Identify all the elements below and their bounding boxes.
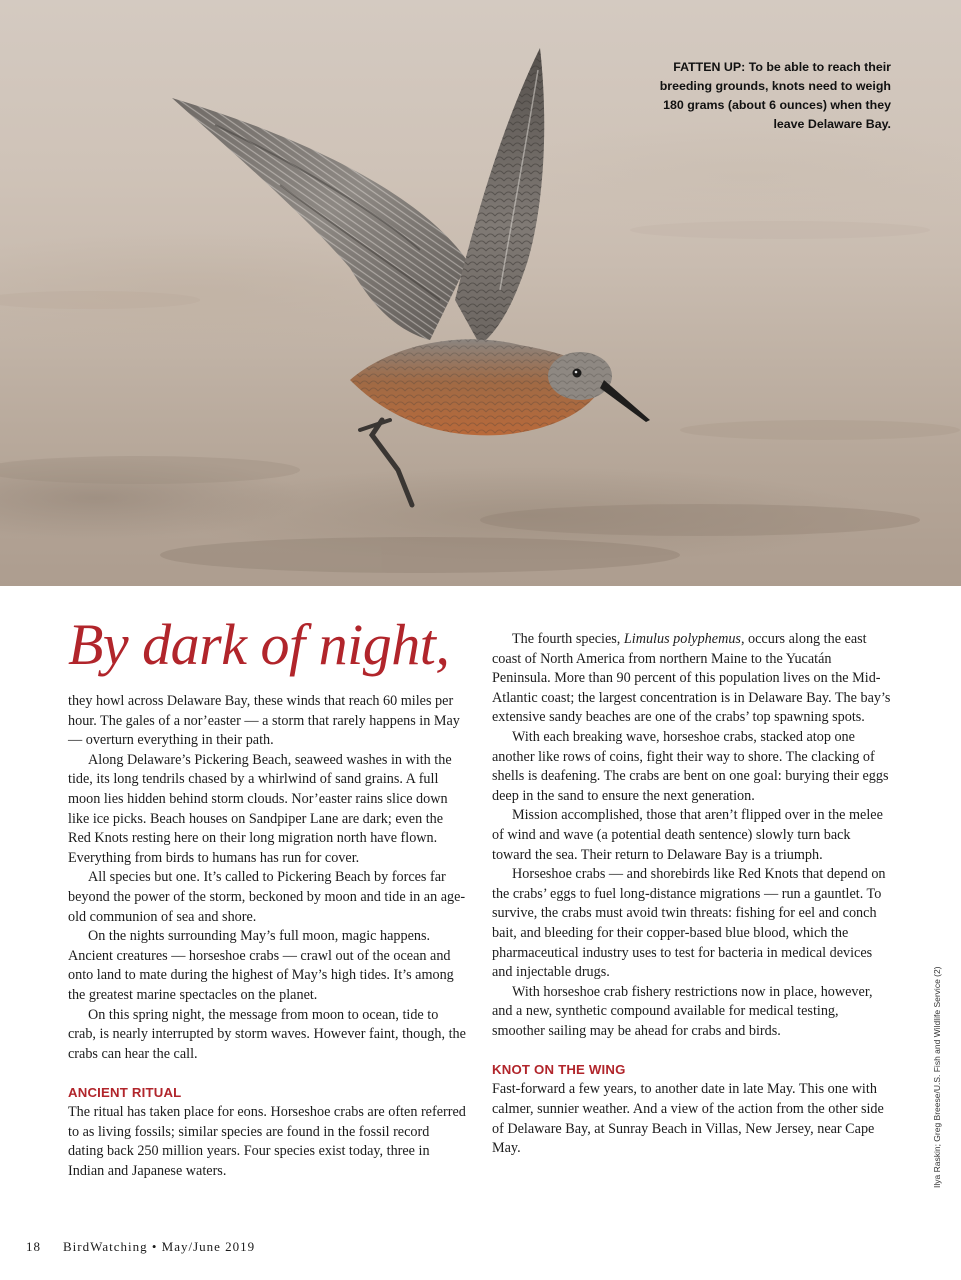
body-paragraph: Horseshoe crabs — and shorebirds like Red Knots that depend on the crabs’ eggs to fuel long-distance migrations — run a gauntlet. To survive, the crabs must avoid twin threats: fishing for eel and conch bait, and bleeding for their copper-based blue blood, which the pharmaceutical industry uses to test for bacteria in medical devices and injectable drugs.	[492, 866, 886, 981]
subhead-knot-on-the-wing: KNOT ON THE WING	[492, 1062, 626, 1078]
page-folio	[26, 1239, 255, 1255]
body-paragraph: On the nights surrounding May’s full moon, magic happens. Ancient creatures — horseshoe crabs — crawl out of the ocean and onto land to mate during the highest of May’s high tides. It’s among the greatest marine spectacles on the planet.	[68, 928, 454, 1003]
caption-label: FATTEN UP:	[673, 60, 746, 74]
species-pre: The fourth species,	[512, 631, 624, 647]
photo-credit: Ilya Raskin; Greg Breese/U.S. Fish and Wildlife Service (2)	[932, 966, 942, 1188]
body-paragraph: they howl across Delaware Bay, these winds that reach 60 miles per hour. The gales of a nor’easter — a storm that rarely happens in May — overturn everything in their path.	[68, 693, 460, 749]
subhead-ancient-ritual: ANCIENT RITUAL	[68, 1085, 182, 1101]
hero-photo	[0, 0, 961, 586]
article-dropline: By dark of night,	[68, 612, 450, 677]
page-number: 18	[26, 1239, 41, 1254]
article-column-right	[492, 630, 892, 1159]
right-wing	[455, 48, 544, 345]
body-paragraph: The ritual has taken place for eons. Horseshoe crabs are often referred to as living fossils; similar species are found in the fossil record dating back 250 million years. Four species exist today, three in Indian and Japanese waters.	[68, 1104, 466, 1180]
body-paragraph: With each breaking wave, horseshoe crabs, stacked atop one another like rows of coins, fight their way to shore. The clacking of shells is deafening. The crabs are bent on one goal: burying their eggs deep in the sand to ensure the next generation.	[492, 728, 889, 804]
species-post: , occurs along the east coast of North America from northern Maine to the Yucatán Peninsula. More than 90 percent of this population lives on the Mid-Atlantic coast; the largest concentration is in Delaware Bay. The bay’s extensive sandy beaches are one of the crabs’ top spawning spots.	[492, 631, 891, 726]
left-wing	[172, 98, 468, 340]
body-paragraph: On this spring night, the message from moon to ocean, tide to crab, is nearly interrupted by storm waves. However faint, though, the crabs can hear the call.	[68, 1006, 466, 1062]
body-paragraph: Fast-forward a few years, to another date in late May. This one with calmer, sunnier weather. And a view of the action from the other side of Delaware Bay, at Sunray Beach in Villas, New Jersey, near Cape May.	[492, 1081, 884, 1157]
bird-body	[350, 339, 650, 505]
photo-caption	[641, 58, 891, 134]
body-paragraph: With horseshoe crab fishery restrictions now in place, however, and a new, synthetic compound available for medical testing, smoother sailing may be ahead for crabs and birds.	[492, 983, 873, 1039]
species-name: Limulus polyphemus	[623, 631, 741, 647]
body-paragraph: Mission accomplished, those that aren’t flipped over in the melee of wind and wave (a potential death sentence) slowly turn back toward the sea. Their return to Delaware Bay is a triumph.	[492, 807, 883, 863]
magazine-issue: BirdWatching • May/June 2019	[63, 1239, 256, 1254]
body-paragraph: All species but one. It’s called to Pickering Beach by forces far beyond the power of the storm, beckoned by moon and tide in an age-old communion of sea and shore.	[68, 869, 466, 925]
body-paragraph-species	[492, 630, 892, 728]
article-column-left	[68, 612, 468, 1182]
caption-text: To be able to reach their breeding grounds, knots need to weigh 180 grams (about 6 ounces) when they leave Delaware Bay.	[659, 60, 891, 131]
body-paragraph: Along Delaware’s Pickering Beach, seaweed washes in with the tide, its long tendrils chased by a whirlwind of sand grains. A full moon lies hidden behind storm clouds. Nor’easter rains slice down like ice picks. Beach houses on Sandpiper Lane are dark; even the Red Knots resting here on their long migration north have flown. Everything from birds to humans has run for cover.	[68, 751, 452, 866]
